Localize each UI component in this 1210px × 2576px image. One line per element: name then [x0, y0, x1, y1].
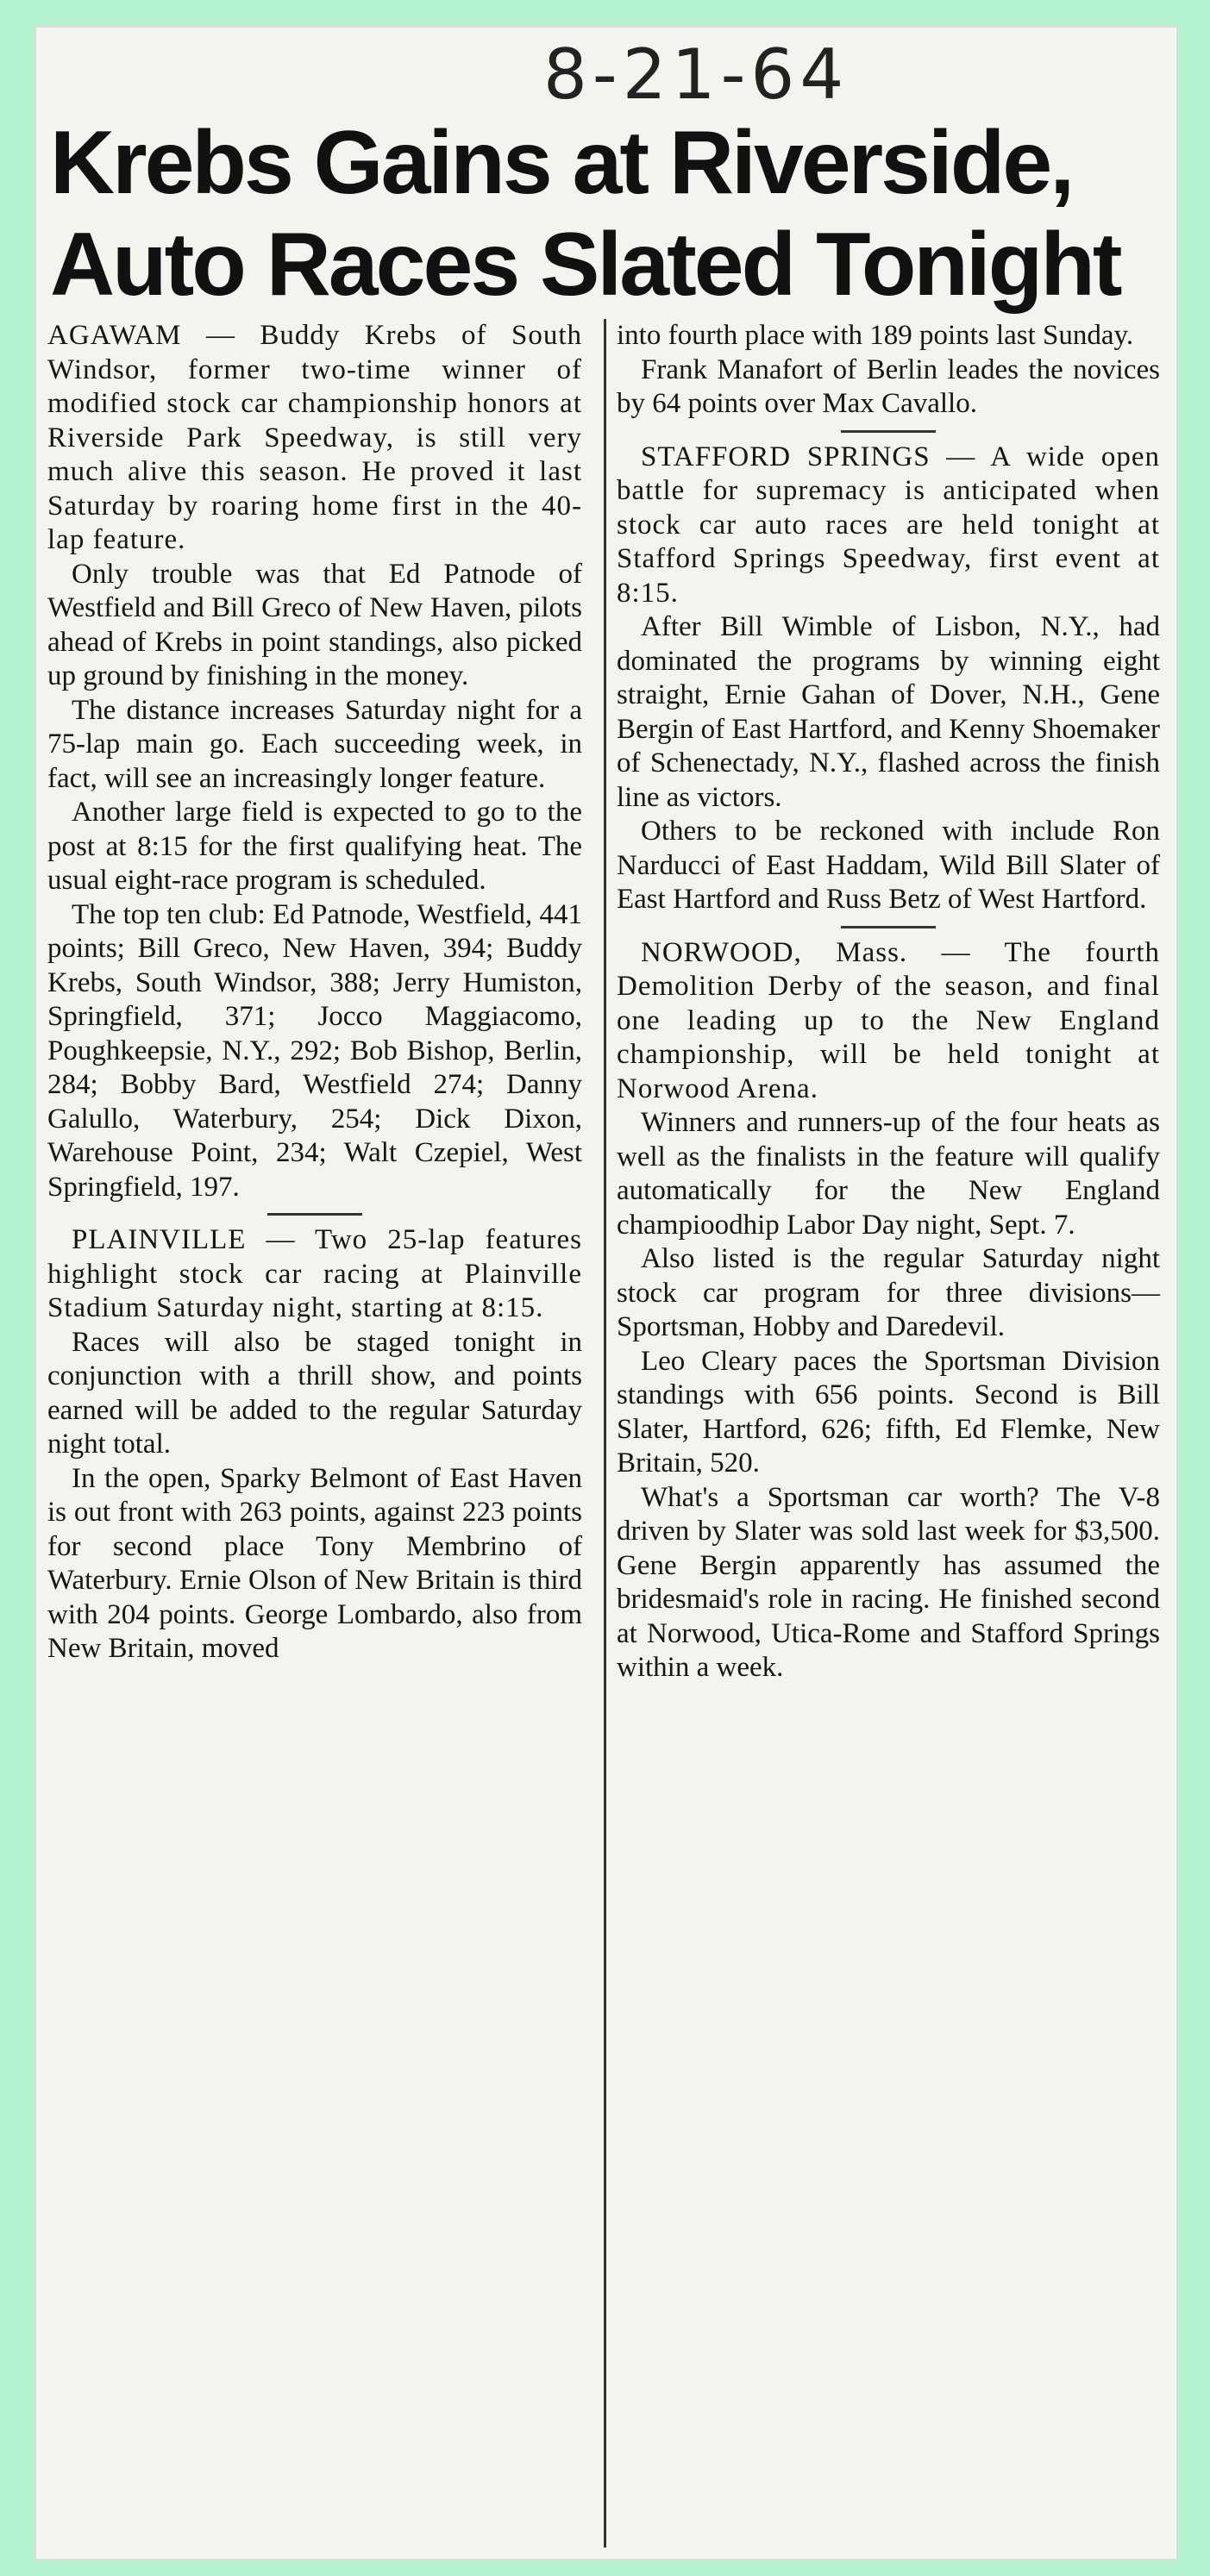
- paragraph: PLAINVILLE — Two 25-lap features highlight stock car racing at Plainville Stadium Saturday night, starting at 8:15.: [47, 1224, 582, 1323]
- paragraph: AGAWAM — Buddy Krebs of South Windsor, former two-time winner of modified stock car championship honors at Riverside Park Speedway, is still very much alive this season. He proved it last Saturday by roaring home first in the 40-lap feature.: [47, 320, 582, 555]
- paragraph: After Bill Wimble of Lisbon, N.Y., had dominated the programs by winning eight straight, Ernie Gahan of Dover, N.H., Gene Bergin of East Hartford, and Kenny Shoemaker of Schenectady, N.Y., flashed across the finish line as victors.: [617, 611, 1160, 813]
- paragraph: The distance increases Saturday night for a 75-lap main go. Each succeeding week, in fact, will see an increasingly longer feature.: [47, 694, 582, 794]
- paragraph: Only trouble was that Ed Patnode of Westfield and Bill Greco of New Haven, pilots ahead of Krebs in point standings, also picked up ground by finishing in the money.: [47, 558, 582, 691]
- headline-line-1: Krebs Gains at Riverside,: [50, 113, 1073, 213]
- section-divider: [617, 917, 1160, 936]
- paragraph: What's a Sportsman car worth? The V-8 driven by Slater was sold last week for $3,500. Gene Bergin apparently has assumed the bridesmaid's role in racing. He finished second at Norwood, Utica-Rome and Stafford Springs within a week.: [617, 1481, 1160, 1683]
- paragraph: Frank Manafort of Berlin leades the novices by 64 points over Max Cavallo.: [617, 353, 1160, 419]
- paragraph: STAFFORD SPRINGS — A wide open battle for supremacy is anticipated when stock car auto races are held tonight at Stafford Springs Speedway, first event at 8:15.: [617, 441, 1160, 609]
- article-column-left: [47, 319, 582, 1666]
- section-divider: [617, 422, 1160, 441]
- paragraph: Others to be reckoned with include Ron Narducci of East Haddam, Wild Bill Slater of East Hartford and Russ Betz of West Hartford.: [617, 816, 1160, 915]
- paragraph: Winners and runners-up of the four heats as well as the finalists in the feature will qualify automatically for the New England champioodhip Labor Day night, Sept. 7.: [617, 1107, 1160, 1241]
- paragraph: In the open, Sparky Belmont of East Haven is out front with 263 points, against 223 points for second place Tony Membrino of Waterbury. Ernie Olson of New Britain is third with 204 points. George Lombardo, also from New Britain, moved: [47, 1462, 582, 1664]
- article-column-right: [617, 319, 1160, 1685]
- paragraph: NORWOOD, Mass. — The fourth Demolition Derby of the season, and final one leading up to the New England championship, will be held tonight at Norwood Arena.: [617, 936, 1160, 1104]
- paragraph: Also listed is the regular Saturday night stock car program for three divisions—Sportsman, Hobby and Daredevil.: [617, 1243, 1160, 1342]
- section-divider: [47, 1204, 582, 1223]
- paragraph: Leo Cleary paces the Sportsman Division standings with 656 points. Second is Bill Slater, Hartford, 626; fifth, Ed Flemke, New Britain, 520.: [617, 1345, 1160, 1479]
- paragraph: into fourth place with 189 points last Sunday.: [617, 320, 1134, 351]
- handwritten-date: 8-21-64: [543, 34, 850, 115]
- paragraph: Another large field is expected to go to the post at 8:15 for the first qualifying heat. The usual eight-race program is scheduled.: [47, 797, 582, 896]
- headline: [50, 112, 1171, 316]
- headline-line-2: Auto Races Slated Tonight: [50, 215, 1120, 315]
- paragraph: The top ten club: Ed Patnode, Westfield, 441 points; Bill Greco, New Haven, 394; Buddy Krebs, South Windsor, 388; Jerry Humiston, Springfield, 371; Jocco Maggiacomo, Poughkeepsie, N.Y., 292; Bob Bishop, Berlin, 284; Bobby Bard, Westfield 274; Danny Galullo, Waterbury, 254; Dick Dixon, Warehouse Point, 234; Walt Czepiel, West Springfield, 197.: [47, 898, 582, 1203]
- newspaper-clipping: [34, 26, 1178, 2560]
- paragraph: Races will also be staged tonight in conjunction with a thrill show, and points earned will be added to the regular Saturday night total.: [47, 1326, 582, 1460]
- column-rule: [604, 319, 606, 2548]
